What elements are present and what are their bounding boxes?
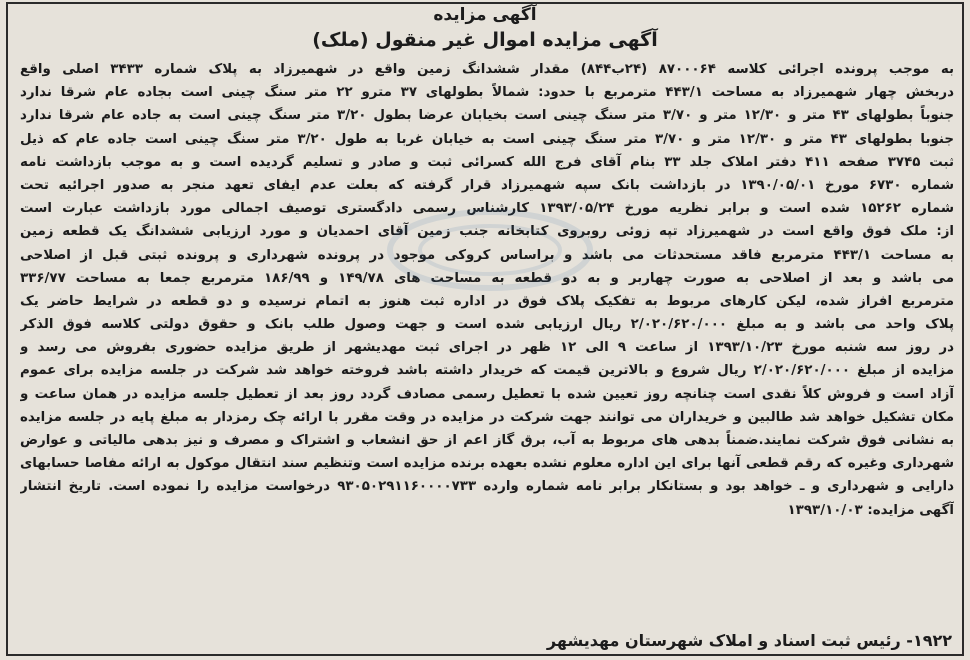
notice-body [20, 58, 954, 624]
notice-line: می باشد و بعد از اصلاحی به صورت چهاربر و به دو قطعه به مساحت های ۱۴۹/۷۸ و ۱۸۶/۹۹ مترمربع جمعا به مساحت ۳۳۶/۷۷ [20, 270, 954, 286]
notice-line: دارایی و شهرداری و ـ خواهد بود و بستانکار برابر نامه شماره وارده ۹۳۰۵۰۲۹۱۱۶۰۰۰۰۷۳۳ درخواست مزایده را نموده است. تاریخ انتشار [20, 479, 954, 495]
notice-line: به نشانی فوق شرکت نمایند.ضمناً بدهی های مربوط به آب، برق گاز اعم از حق انشعاب و اشتراک و مصرف و نیز بدهی مالیاتی و عوارض [20, 433, 954, 448]
notice-line: آزاد است و فروش کلاً نقدی است چنانچه روز تعیین شده با تعطیل رسمی مصادف گردد روز بعد از تعطیل جلسه مزایده در همان ساعت و [20, 386, 954, 402]
notice-signature: ۱۹۲۲- رئیس ثبت اسناد و املاک شهرستان مهدیشهر [546, 631, 952, 650]
notice-line: جنوبا بطولهای ۴۳ متر و ۱۲/۳۰ متر و ۳/۷۰ متر سنگ چینی است به خیابان غربا به طول ۳/۲۰ متر سنگ چینی است جاده عام که ذیل [20, 131, 954, 147]
notice-subtitle: آگهی مزایده اموال غیر منقول (ملک) [312, 29, 658, 51]
notice-line: به موجب پرونده اجرائی کلاسه ۸۷۰۰۰۶۴ (۲۴ب۸۴۴) مقدار ششدانگ زمین واقع در شهمیرزاد به پلاک شماره ۳۴۳۳ اصلی واقع [20, 62, 954, 77]
notice-line: در روز سه شنبه مورخ ۱۳۹۳/۱۰/۲۳ از ساعت ۹ الی ۱۲ ظهر در اجرای ثبت مهدیشهر از طریق مزایده حضوری بفروش می رسد و [20, 340, 954, 356]
notice-line: شهرداری وغیره که رقم قطعی آنها برای این اداره معلوم نشده بعهده برنده مزایده است وتنظیم سند انتقال موکول به ارائه مفاصا حسابهای [20, 456, 954, 472]
notice-line: مزایده از مبلغ ۲/۰۲۰/۶۲۰/۰۰۰ ریال شروع و بالاترین قیمت که خریدار داشته باشد فروخته خواهد شد شرکت در جلسه مزایده برای عموم [20, 363, 954, 379]
notice-line: ثبت ۳۷۴۵ صفحه ۴۱۱ دفتر املاک جلد ۳۳ بنام آقای فرج الله کسرائی ثبت و صادر و تسلیم گردیده است و به موجب بازداشت نامه [20, 154, 954, 170]
notice-line: پلاک واحد می باشد و به مبلغ ۲/۰۲۰/۶۲۰/۰۰۰ ریال ارزیابی شده است و جهت وصول طلب بانک و حقوق دولتی کلاسه فوق الذکر [20, 317, 954, 333]
notice-line-publish-date: آگهی مزایده: ۱۳۹۳/۱۰/۰۳ [787, 502, 954, 518]
notice-line: شماره ۱۵۲۶۲ شده است و برابر نظریه مورخ ۱۳۹۳/۰۵/۲۴ کارشناس رسمی دادگستری توصیف اجمالی مورد بازداشت عبارت است [20, 201, 954, 217]
notice-line: مترمربع افراز شده، لیکن کارهای مربوط به تفکیک پلاک فوق در اداره ثبت هنوز به اتمام نرسیده و دو قطعه در شرایط حاضر یک [20, 293, 954, 309]
notice-line: جنوباً بطولهای ۴۳ متر و ۱۲/۳۰ متر و ۳/۷۰ متر سنگ چینی است بخیابان عرضا بطول ۳/۲۰ متر سنگ چینی است به جاده عام شرقا ندارد [20, 108, 954, 124]
notice-title: آگهی مزایده [433, 5, 537, 25]
notice-line: به مساحت ۴۴۳/۱ مترمربع فاقد مستحدثات می باشد و براساس کروکی موجود در پرونده شهرداری و پرونده ثبتی قبل از اصلاحی [20, 247, 954, 263]
notice-line: مکان تشکیل خواهد شد طالبین و خریداران می توانند جهت شرکت در مزایده در وقت مقرر با ارائه چک رمزدار به مبلغ پایه در جلسه مزایده [20, 409, 954, 425]
notice-line: شماره ۶۷۳۰ مورخ ۱۳۹۰/۰۵/۰۱ در بازداشت بانک سپه شهمیرزاد قرار گرفته که بعلت عدم ایفای تعهد منجر به صدور اجرائیه تحت [20, 177, 954, 193]
notice-line: از: ملک فوق واقع است در شهمیرزاد تپه زوئی روبروی کتابخانه جنب زمین آقای احمدیان و مورد ارزیابی ششدانگ یک قطعه زمین [20, 224, 954, 240]
notice-line: دربخش چهار شهمیرزاد به مساحت ۴۴۳/۱ مترمربع با حدود: شمالاً بطولهای ۳۷ مترو ۲۲ متر سنگ چینی است بجاده عام شرقا ندارد [20, 85, 954, 101]
